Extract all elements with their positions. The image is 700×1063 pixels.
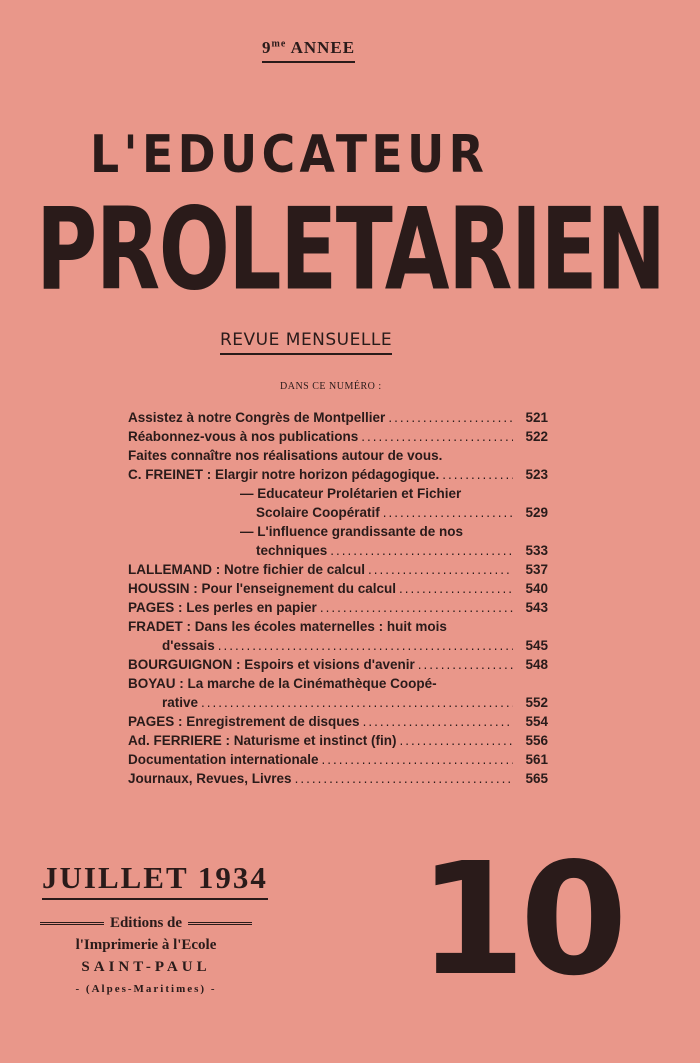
publisher-block [40,912,252,1000]
publisher-line-2: l'Imprimerie à l'Ecole [75,937,217,953]
toc-entry: Faites connaître nos réalisations autour de vous. [128,448,443,463]
publisher-line-3: SAINT-PAUL [81,959,211,975]
toc-entry: BOURGUIGNON : Espoirs et visions d'avenir ..... 548 [128,655,548,674]
toc-entry: PAGES : Enregistrement de disques ..... 554 [128,712,548,731]
publisher-line-1: Editions de [109,915,183,931]
divider [40,922,104,925]
divider [188,922,252,925]
toc-entry: C. FREINET : Elargir notre horizon pédagogique. ..... 523 [128,465,548,484]
issue-date: JUILLET 1934 [42,860,268,900]
toc-entry: d'essais ..... 545 [128,636,548,655]
issue-number: 10 [418,829,622,1010]
toc-entry: Scolaire Coopératif ..... 529 [128,503,548,522]
toc-entry: FRADET : Dans les écoles maternelles : huit mois [128,619,447,634]
toc-entry: Ad. FERRIERE : Naturisme et instinct (fin) ..... 556 [128,731,548,750]
toc-entry: PAGES : Les perles en papier ..... 543 [128,598,548,617]
toc-entry: Assistez à notre Congrès de Montpellier ..... 521 [128,408,548,427]
title-line-2: PROLETARIEN [36,184,665,316]
subtitle: REVUE MENSUELLE [220,330,392,355]
toc-entry: Réabonnez-vous à nos publications ..... 522 [128,427,548,446]
contents-label: DANS CE NUMÉRO : [280,381,382,392]
toc-entry: — Educateur Prolétarien et Fichier [240,486,462,501]
toc-entry: — L'influence grandissante de nos [240,524,464,539]
publisher-line-4: - (Alpes-Maritimes) - [75,983,217,995]
year-label: $9^{me}$ ANNEE [262,38,355,63]
toc-entry: BOYAU : La marche de la Cinémathèque Coopé- [128,676,437,691]
toc-entry: techniques ..... 533 [128,541,548,560]
toc-entry: rative ..... 552 [128,693,548,712]
title-line-1: L'EDUCATEUR [90,125,489,185]
toc-entry: Journaux, Revues, Livres ..... 565 [128,769,548,788]
toc-entry: HOUSSIN : Pour l'enseignement du calcul ..... 540 [128,579,548,598]
toc-entry: LALLEMAND : Notre fichier de calcul ..... 537 [128,560,548,579]
table-of-contents [128,408,548,788]
toc-entry: Documentation internationale ..... 561 [128,750,548,769]
